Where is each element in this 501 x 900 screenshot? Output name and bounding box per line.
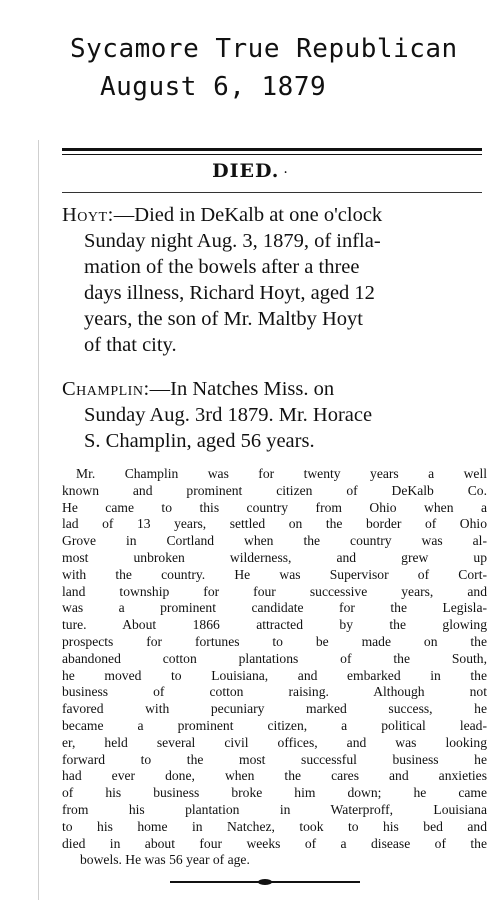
article-line: with the country. He was Supervisor of Cort-: [62, 566, 487, 582]
notice-line: Sunday Aug. 3rd 1879. Mr. Horace: [84, 404, 373, 426]
notice-name: Hoyt:: [62, 204, 114, 226]
article-line: business of cotton raising. Although not: [62, 684, 487, 700]
article-line: to his home in Natchez, took to his bed and: [62, 818, 487, 834]
article-line: forward to the most successful business he: [62, 751, 487, 767]
death-notice-champlin: [62, 376, 487, 454]
article-line: was a prominent candidate for the Legisla-: [62, 600, 487, 616]
notice-line: S. Champlin, aged 56 years.: [84, 430, 315, 452]
article-line: Grove in Cortland when the country was al-: [62, 533, 487, 549]
obituary-article: [62, 466, 487, 869]
publication-date: August 6, 1879: [100, 72, 327, 102]
heading-rule: [62, 192, 482, 193]
article-line: known and prominent citizen of DeKalb Co.: [62, 482, 487, 498]
article-line: from his plantation in Waterproff, Louisiana: [62, 801, 487, 817]
article-line: of his business broke him down; he came: [62, 785, 487, 801]
article-line: er, held several civil offices, and was looking: [62, 734, 487, 750]
notice-line: Sunday night Aug. 3, 1879, of infla-: [84, 230, 381, 252]
notice-name: Champlin:: [62, 378, 150, 400]
newspaper-name: Sycamore True Republican: [70, 34, 458, 64]
section-heading: [0, 160, 501, 182]
notice-line: days illness, Richard Hoyt, aged 12: [84, 282, 375, 304]
clipping-caption: [0, 0, 501, 140]
article-line: prospects for fortunes to be made on the: [62, 633, 487, 649]
notice-line: —Died in DeKalb at one o'clock: [113, 204, 383, 226]
article-line: died in about four weeks of a disease of the: [62, 835, 487, 851]
article-line: most unbroken wilderness, and grew up: [62, 549, 487, 565]
top-rule-thin: [62, 154, 482, 155]
article-line: he moved to Louisiana, and embarked in the: [62, 667, 487, 683]
article-line: lad of 13 years, settled on the border of Ohio: [62, 516, 487, 532]
notice-line: —In Natches Miss. on: [149, 378, 335, 400]
article-line: land township for four successive years, and: [62, 583, 487, 599]
article-line: became a prominent citizen, a political lead-: [62, 717, 487, 733]
notice-line: of that city.: [84, 334, 177, 356]
section-title: DIED.: [212, 160, 280, 182]
article-line: had ever done, when the cares and anxieties: [62, 768, 487, 784]
clipping-edge: [38, 140, 39, 900]
end-ornament-rule: [170, 881, 360, 883]
article-line: He came to this country from Ohio when a: [62, 499, 487, 515]
article-line: favored with pecuniary marked success, he: [62, 701, 487, 717]
article-line: Mr. Champlin was for twenty years a well: [76, 466, 487, 481]
death-notice-hoyt: [62, 202, 487, 358]
notice-line: years, the son of Mr. Maltby Hoyt: [84, 308, 363, 330]
article-line: bowels. He was 56 year of age.: [80, 852, 250, 868]
article-line: abandoned cotton plantations of the South,: [62, 650, 487, 666]
top-rule-thick: [62, 148, 482, 151]
article-line: ture. About 1866 attracted by the glowing: [62, 617, 487, 633]
section-trailing-mark: ·: [283, 165, 289, 181]
notice-line: mation of the bowels after a three: [84, 256, 360, 278]
newspaper-clipping: [0, 140, 501, 900]
